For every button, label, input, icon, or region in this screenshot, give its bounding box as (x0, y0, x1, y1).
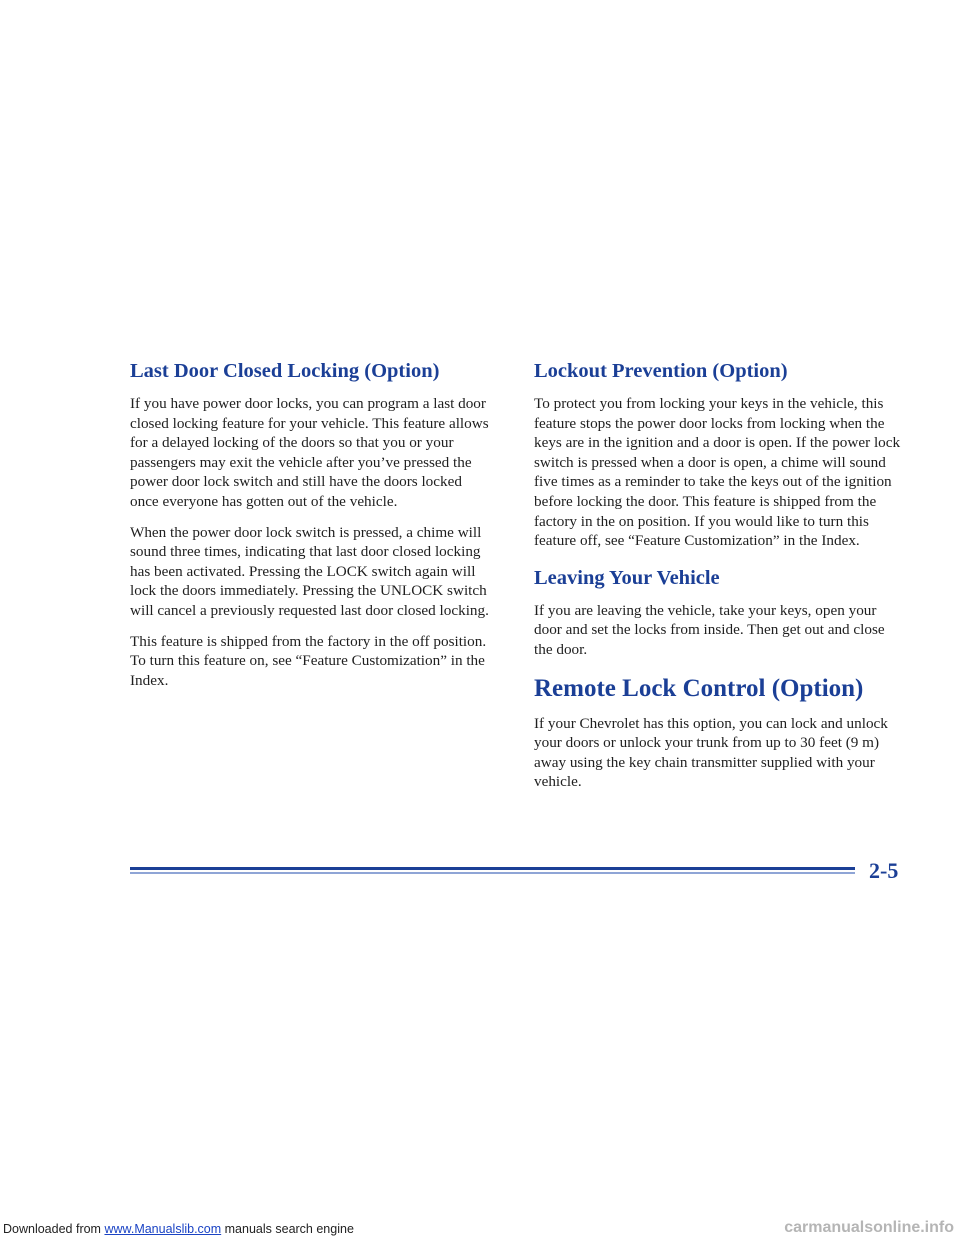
download-banner-suffix: manuals search engine (221, 1222, 354, 1236)
download-banner (3, 1222, 354, 1236)
paragraph-last-door-intro: If you have power door locks, you can program a last door closed locking feature for your vehicle. This feature allows for a delayed locking of the doors so that you or your passengers may exit the vehicle after you’ve pressed the power door lock switch and still have the doors locked once everyone has gotten out of the vehicle. (130, 395, 489, 510)
section-title-lockout-prevention: Lockout Prevention (Option) (534, 360, 788, 382)
manualslib-link[interactable]: www.Manualslib.com (104, 1222, 222, 1236)
paragraph-leaving-your-vehicle: If you are leaving the vehicle, take your keys, open your door and set the locks from inside. Then get out and close the door. (534, 601, 885, 658)
footer-rule (130, 867, 855, 874)
paragraph-last-door-factory: This feature is shipped from the factory in the off position. To turn this feature on, see “Feature Customization” in the Index. (130, 632, 487, 689)
section-title-leaving-your-vehicle: Leaving Your Vehicle (534, 566, 720, 589)
page-number: 2-5 (869, 858, 899, 883)
paragraph-last-door-chime: When the power door lock switch is pressed, a chime will sound three times, indicating that last door closed locking has been activated. Pressing the LOCK switch again will lock the doors immediately. Pressing the UNLOCK switch will cancel a previously requested last door closed locking. (130, 523, 489, 619)
section-title-remote-lock-control: Remote Lock Control (Option) (534, 674, 864, 702)
left-column (130, 358, 492, 701)
download-banner-prefix: Downloaded from (3, 1222, 105, 1236)
section-title-last-door-closed-locking: Last Door Closed Locking (Option) (130, 360, 440, 382)
watermark: carmanualsonline.info (784, 1219, 954, 1236)
paragraph-lockout-prevention: To protect you from locking your keys in the vehicle, this feature stops the power door locks from locking when the keys are in the ignition and a door is open. If the power lock switch is pressed when a door is open, a chime will sound five times as a reminder to take the keys out of the ignition before locking the door. This feature is shipped from the factory in the on position. If you would like to turn this feature off, see “Feature Customization” in the Index. (534, 395, 901, 550)
paragraph-remote-lock-control: If your Chevrolet has this option, you can lock and unlock your doors or unlock your trunk from up to 30 feet (9 m) away using the key chain transmitter supplied with your vehicle. (534, 714, 888, 791)
right-column (534, 358, 906, 803)
